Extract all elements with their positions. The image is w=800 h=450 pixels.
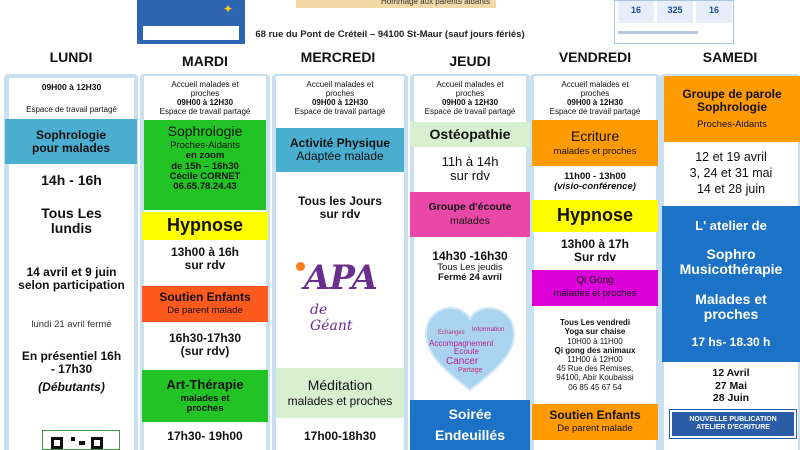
jeudi-soiree-sub: Endeuillés — [434, 427, 506, 443]
mercredi-apa-days: Tous les Jours sur rdv — [298, 194, 382, 221]
mardi-hypnose: Hypnose — [166, 215, 244, 236]
heart-word: Cancer — [446, 356, 479, 367]
mercredi-medit-time: 17h00-18h30 — [303, 428, 377, 443]
apa-logo-text: APA — [304, 258, 377, 298]
samedi-publication-line1: NOUVELLE PUBLICATION — [689, 416, 777, 424]
stat-number: 16 — [708, 5, 719, 15]
lundi-hours: 09H00 à 12H30 — [41, 82, 102, 93]
samedi-atelier-sub: Malades et proches — [695, 290, 767, 322]
mardi-soutien-sub: De parent malade — [167, 305, 243, 317]
vendredi-soutien-title: Soutien Enfants — [549, 408, 641, 423]
apa-logo — [290, 256, 377, 336]
lundi-space: Espace de travail partagé — [26, 105, 117, 115]
vendredi-hypnose-box — [532, 200, 658, 232]
heart-word: Ecoute — [454, 347, 479, 356]
samedi-groupe-sub: Proches-Aidants — [697, 118, 767, 130]
jeudi-groupe-sub: malades — [450, 215, 490, 227]
vendredi-hours: 09H00 à 12H30 — [566, 98, 624, 107]
mardi-hypnose-box — [142, 212, 268, 240]
mardi-hours: 09H00 à 12H30 — [176, 98, 234, 107]
heart-icon — [424, 306, 516, 394]
heart-word: Information — [472, 326, 505, 333]
header-stats-badge — [614, 0, 734, 44]
jeudi-hours: 09H00 à 12H30 — [441, 98, 499, 107]
samedi-atelier-title: L' atelier de — [695, 218, 767, 234]
vendredi-ecriture-sub: malades et proches — [553, 145, 637, 157]
jeudi-groupe-title: Groupe d'écoute — [428, 200, 512, 213]
lundi-presentiel: En présentiel 16h - 17h30 — [21, 349, 122, 376]
mardi-sophro-box — [144, 120, 266, 210]
mercredi-apa-title: Activité Physique — [289, 136, 391, 151]
mardi-sophro-phone: 06.65.78.24.43 — [173, 181, 237, 193]
jeudi-groupe-info: 14h30 -16h30 Tous Les jeudis Fermé 24 avril — [432, 249, 508, 284]
samedi-publication-box — [670, 410, 796, 438]
mardi-sophro-time: de 15h – 16h30 — [171, 160, 239, 172]
header-logo-star-icon: ✦ — [223, 2, 234, 16]
samedi-groupe-title: Groupe de parole Sophrologie — [682, 86, 782, 114]
jeudi-groupe-box — [410, 192, 530, 237]
mardi-art-box — [142, 370, 268, 422]
day-jeudi: JEUDI — [449, 53, 491, 69]
jeudi-soiree-box — [410, 400, 530, 450]
vendredi-hypnose-info: 13h00 à 17h Sur rdv — [560, 237, 630, 264]
heart-word: Echanges — [438, 330, 465, 336]
vendredi-space: Espace de travail partagé — [549, 107, 641, 117]
lundi-sophro-every: Tous Les lundis — [41, 204, 102, 236]
jeudi-osteo-title: Ostéopathie — [429, 125, 511, 142]
day-vendredi: VENDREDI — [558, 49, 632, 65]
jeudi-soiree-title: Soirée — [448, 405, 492, 422]
mardi-space: Espace de travail partagé — [159, 107, 251, 117]
samedi-dates: 12 et 19 avril 3, 24 et 31 mai 14 et 28 juin — [689, 149, 773, 197]
samedi-atelier-time: 17 hs- 18.30 h — [691, 334, 771, 349]
header-banner — [296, 0, 496, 8]
vendredi-soutien-sub: De parent malade — [557, 423, 633, 435]
jeudi-accueil-box — [414, 77, 526, 119]
mercredi-accueil: Accueil malades et proches — [306, 79, 374, 98]
vendredi-ecriture-title: Ecriture — [570, 127, 620, 144]
lundi-dates: 14 avril et 9 juin selon participation — [18, 265, 125, 292]
lundi-sophro-time: 14h - 16h — [41, 172, 102, 189]
heart-word: Partage — [458, 367, 483, 374]
vendredi-accueil-box — [534, 77, 656, 119]
vendredi-yoga-block: Tous Les vendredi Yoga sur chaise 10H00 à 11H00 Qi gong des animaux 11H00 à 12H00 45 Rue des Remises, 94100, Abir Koubaissi 06 85 45 67 54 — [554, 318, 636, 392]
mardi-sophro-title: Sophrologie — [167, 123, 243, 139]
mardi-hypnose-info: 13h00 à 16h sur rdv — [170, 245, 240, 272]
mercredi-medit-box — [276, 368, 404, 418]
header-address: 68 rue du Pont de Créteil – 94100 St-Maur (sauf jours fériés) — [255, 29, 525, 40]
mardi-soutien-box — [142, 286, 268, 322]
qr-code-icon — [42, 430, 120, 450]
jeudi-space: Espace de travail partagé — [424, 107, 516, 117]
mercredi-apa-sub: Adaptée malade — [296, 149, 384, 163]
mercredi-apa-box — [276, 128, 404, 172]
vendredi-hypnose: Hypnose — [556, 205, 634, 226]
mardi-sophro-name: Cécile CORNET — [169, 170, 241, 182]
lundi-closed: lundi 21 avril fermé — [31, 318, 112, 330]
mardi-art-sub: malades et proches — [180, 392, 230, 415]
mercredi-space: Espace de travail partagé — [294, 107, 386, 117]
day-lundi: LUNDI — [49, 49, 93, 65]
vendredi-accueil: Accueil malades et proches — [561, 79, 629, 98]
vendredi-ecriture-box — [532, 120, 658, 166]
lundi-debutants: (Débutants) — [38, 379, 105, 394]
jeudi-osteo-info: 11h à 14h sur rdv — [441, 153, 499, 183]
mardi-art-time: 17h30- 19h00 — [167, 428, 243, 443]
samedi-dates2: 12 Avril 27 Mai 28 Juin — [712, 367, 750, 405]
mardi-accueil-box — [144, 77, 266, 119]
stat-number: 16 — [630, 5, 641, 15]
mercredi-hours: 09H00 à 12H30 — [311, 98, 369, 107]
samedi-publication-line2: ATELIER D'ECRITURE — [696, 424, 770, 431]
mercredi-accueil-box — [276, 77, 404, 119]
mardi-soutien-info: 16h30-17h30 (sur rdv) — [168, 331, 242, 358]
mardi-sophro-sub: Proches-Aidants — [170, 140, 240, 152]
header-logo-strip — [143, 26, 239, 40]
header-banner-text: Hommage aux parents aidants — [381, 0, 490, 6]
vendredi-soutien-box — [532, 404, 658, 440]
lundi-sophro-title: Sophrologie pour malades — [31, 127, 111, 155]
vendredi-qigong-sub: malades et proches — [553, 288, 637, 300]
vendredi-ecriture-info: 11h00 - 13h00 (visio-conférence) — [554, 170, 636, 192]
samedi-atelier-box — [662, 206, 800, 362]
apa-logo-subtext: de Géant — [310, 302, 353, 334]
vendredi-qigong-box — [532, 270, 658, 306]
mardi-soutien-title: Soutien Enfants — [159, 290, 251, 305]
day-samedi: SAMEDI — [702, 49, 758, 65]
mercredi-medit-title: Méditation — [307, 376, 373, 393]
jeudi-osteo-box — [410, 122, 530, 147]
samedi-groupe-box — [664, 76, 800, 142]
jeudi-accueil: Accueil malades et proches — [436, 79, 504, 98]
mercredi-medit-sub: malades et proches — [287, 394, 393, 409]
heart-word: Accompagnement — [429, 339, 494, 348]
stat-number: 325 — [667, 5, 683, 15]
vendredi-qigong-title: Qi Gong — [576, 275, 614, 287]
mardi-sophro-zoom: en zoom — [185, 150, 225, 162]
day-mardi: MARDI — [182, 53, 228, 69]
samedi-atelier-name: Sophro Musicothérapie — [679, 246, 783, 278]
header-logo-left — [137, 0, 245, 44]
lundi-sophro-box — [5, 119, 137, 164]
mardi-art-title: Art-Thérapie — [166, 376, 244, 392]
mardi-accueil: Accueil malades et proches — [171, 79, 239, 98]
day-mercredi: MERCREDI — [300, 49, 376, 65]
